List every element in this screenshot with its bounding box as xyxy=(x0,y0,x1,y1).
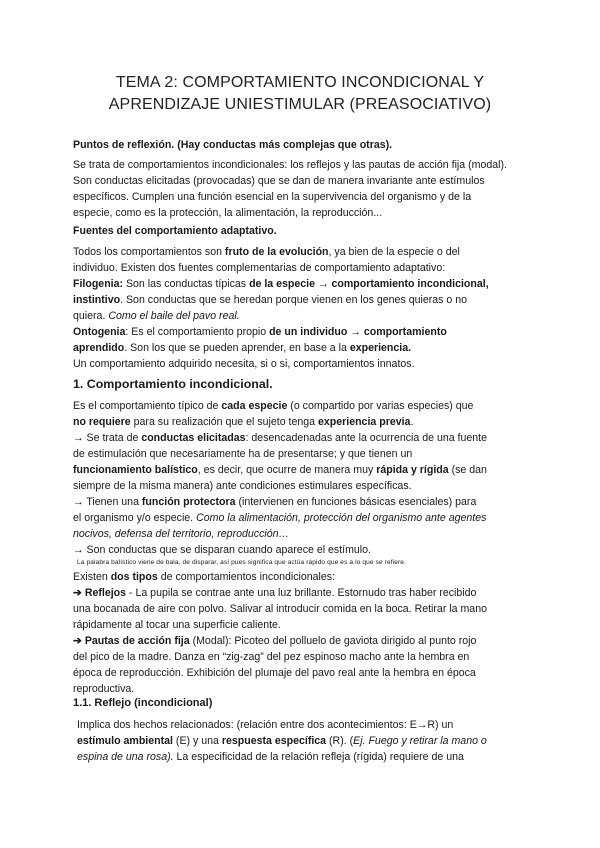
document-title xyxy=(40,72,560,116)
fuentes-closing: Un comportamiento adquirido necesita, si o si, comportamientos innatos. xyxy=(73,358,415,370)
sec11-heading: 1.1. Reflejo (incondicional) xyxy=(73,697,213,709)
sec1-heading: 1. Comportamiento incondicional. xyxy=(73,377,273,391)
puntos-section xyxy=(73,137,543,153)
pautas-line: reproductiva. xyxy=(73,683,135,695)
pautas-line: época de reproducción. Exhibición del plumaje del pavo real ante la hembra en época xyxy=(73,667,476,679)
sec11-line: Implica dos hechos relacionados: (relación entre dos acontecimientos: E→R) un xyxy=(77,719,454,731)
sec11-body xyxy=(73,717,543,765)
puntos-line: específicos. Cumplen una función esencial en la supervivencia del organismo y de la xyxy=(73,191,472,203)
ontogenia-line: aprendido. Son los que se pueden aprender, en base a la experiencia. xyxy=(73,342,412,354)
puntos-line: Se trata de comportamientos incondicionales: los reflejos y las pautas de acción fija (modal). xyxy=(73,159,507,171)
puntos-body xyxy=(73,157,543,221)
sec1-line: nocivos, defensa del territorio, reproducción… xyxy=(73,528,290,540)
fuentes-heading: Fuentes del comportamiento adaptativo. xyxy=(73,225,277,237)
sec1-line: → Se trata de conductas elicitadas: desencadenadas ante la ocurrencia de una fuente xyxy=(73,432,488,444)
filogenia-line: instintivo. Son conductas que se heredan porque vienen en los genes quieras o no xyxy=(73,294,467,306)
sec11-heading-wrap xyxy=(73,695,543,711)
filogenia-line: Filogenia: Son las conductas típicas de la especie → comportamiento incondicional, xyxy=(73,278,489,290)
sec1-line: → Son conductas que se disparan cuando aparece el estímulo. xyxy=(73,544,371,556)
fuentes-closing-wrap xyxy=(73,356,543,372)
reflejos-line: una bocanada de aire con polvo. Salivar al introducir comida en la boca. Retirar la mano xyxy=(73,603,487,615)
pautas-line: ➔ Pautas de acción fija (Modal): Picoteo del polluelo de gaviota dirigido al punto rojo xyxy=(73,635,477,647)
fuentes-heading-wrap xyxy=(73,223,543,239)
ontogenia-line: Ontogenia: Es el comportamiento propio de un individuo → comportamiento xyxy=(73,326,447,338)
puntos-line: Son conductas elicitadas (provocadas) que se dan de manera invariante ante estímulos xyxy=(73,175,485,187)
sec1-line: el organismo y/o especie. Como la alimentación, protección del organismo ante agentes xyxy=(73,512,487,524)
sec1-line: → Tienen una función protectora (intervienen en funciones básicas esenciales) para xyxy=(73,496,477,508)
title-line-1: TEMA 2: COMPORTAMIENTO INCONDICIONAL Y xyxy=(115,74,485,91)
fuentes-line: individuo. Existen dos fuentes complementarias de comportamiento adaptativo: xyxy=(73,262,446,274)
title-line-2: APRENDIZAJE UNIESTIMULAR (PREASOCIATIVO) xyxy=(108,96,492,113)
sec1-line: siempre de la misma manera) ante condiciones estimulares específicas. xyxy=(73,480,412,492)
reflejos-line: rápidamente al tocar una superficie caliente. xyxy=(73,619,281,631)
puntos-line: especie, como es la protección, la alimentación, la reproducción... xyxy=(73,207,383,219)
fuentes-line: Todos los comportamientos son fruto de la evolución, ya bien de la especie o del xyxy=(73,246,460,258)
sec1-line: de estimulación que necesariamente ha de presentarse; y que tienen un xyxy=(73,448,413,460)
puntos-heading: Puntos de reflexión. (Hay conductas más complejas que otras). xyxy=(73,139,393,151)
filogenia-line: quiera. Como el baile del pavo real. xyxy=(73,310,240,322)
sec1-heading-wrap xyxy=(73,376,543,392)
reflejos-line: ➔ Reflejos - La pupila se contrae ante una luz brillante. Estornudo tras haber recibido xyxy=(73,587,477,599)
sec1-body xyxy=(73,398,543,568)
balistico-note: La palabra balístico viene de bala, de disparar, así pues significa que actúa rápido que es a lo que se refiere. xyxy=(77,559,407,566)
tipos-body xyxy=(73,569,543,697)
tipos-line: Existen dos tipos de comportamientos incondicionales: xyxy=(73,571,336,583)
fuentes-body xyxy=(73,244,543,356)
sec1-line: Es el comportamiento típico de cada especie (o compartido por varias especies) que xyxy=(73,400,474,412)
sec1-line: funcionamiento balístico, es decir, que ocurre de manera muy rápida y rígida (se dan xyxy=(73,464,487,476)
pautas-line: del pico de la madre. Danza en “zig-zag” del pez espinoso macho ante la hembra en xyxy=(73,651,470,663)
sec11-line: espina de una rosa). La especificidad de la relación refleja (rígida) requiere de una xyxy=(77,751,464,763)
sec11-line: estímulo ambiental (E) y una respuesta específica (R). (Ej. Fuego y retirar la mano o xyxy=(77,735,487,747)
sec1-line: no requiere para su realización que el sujeto tenga experiencia previa. xyxy=(73,416,414,428)
